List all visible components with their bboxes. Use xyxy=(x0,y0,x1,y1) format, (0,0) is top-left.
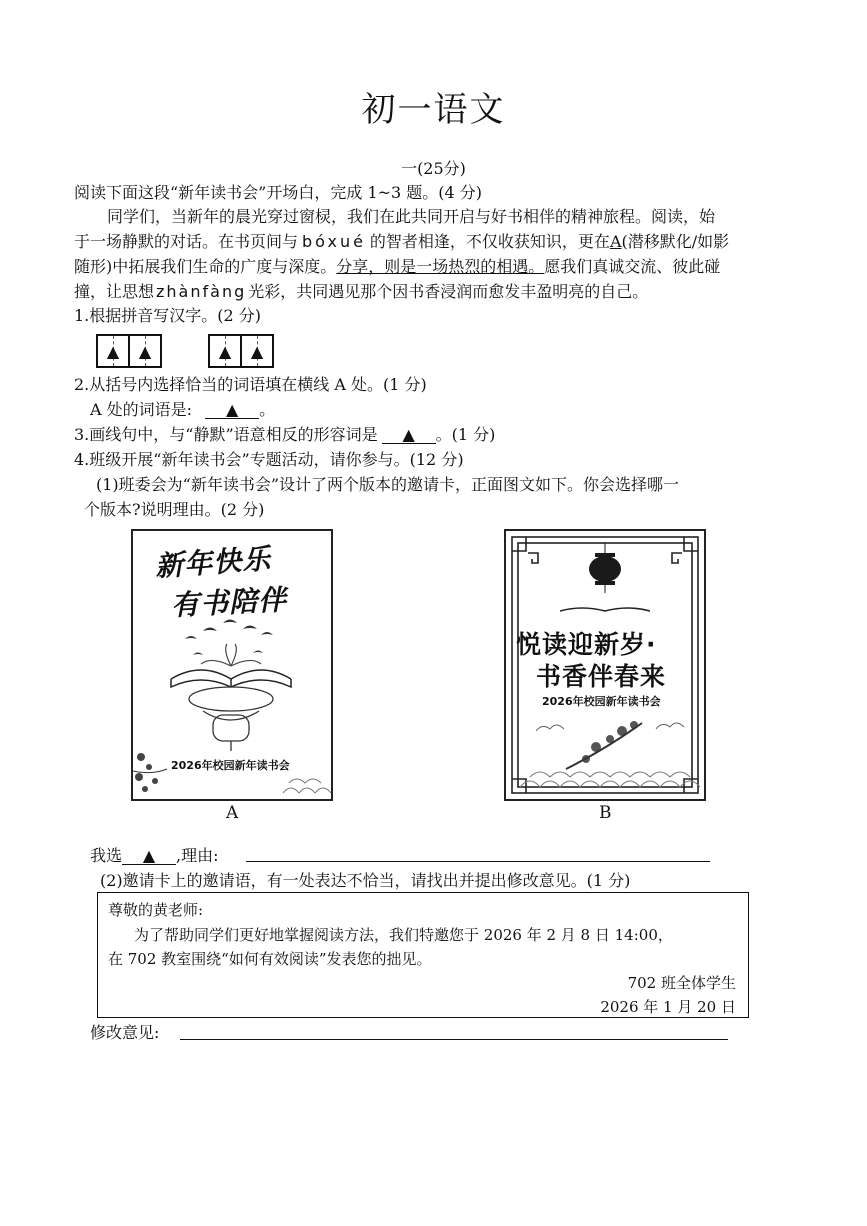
invitation-signature: 702 班全体学生 xyxy=(627,974,736,992)
invitation-card-b xyxy=(504,529,706,801)
plum-blossom-icon xyxy=(566,721,642,769)
birds-icon xyxy=(185,620,273,656)
choice-blank[interactable]: ▲ xyxy=(122,848,176,865)
passage-text: 的智者相逢，不仅收获知识，更在 xyxy=(369,232,610,251)
question-3 xyxy=(74,425,495,445)
answer-prefix: A 处的词语是: xyxy=(90,400,193,419)
invitation-date: 2026 年 1 月 20 日 xyxy=(600,998,736,1016)
blank-mark-a: A xyxy=(609,232,622,251)
answer-blank-antonym[interactable]: ▲ xyxy=(382,427,436,444)
plum-blossom-icon xyxy=(133,753,167,792)
reading-intro: 阅读下面这段“新年读书会”开场白，完成 1~3 题。(4 分) xyxy=(74,183,483,202)
invitation-body-line-1: 为了帮助同学们更好地掌握阅读方法，我们特邀您于 2026 年 2 月 8 日 14:00， xyxy=(134,926,673,944)
answer-grid-zhanfang[interactable] xyxy=(208,334,272,368)
revision-label: 修改意见: xyxy=(90,1023,160,1042)
triangle-icon: ▲ xyxy=(138,341,152,361)
waves-icon xyxy=(520,772,700,787)
card-a-event: 2026年校园新年读书会 xyxy=(171,759,290,772)
section-heading: 一(25分) xyxy=(401,159,466,178)
reason-answer-line[interactable] xyxy=(246,861,710,862)
waves-icon xyxy=(283,779,331,793)
passage-line-4 xyxy=(74,282,648,302)
choice-suffix: ,理由: xyxy=(176,846,219,865)
leaves-icon xyxy=(201,644,261,666)
question-text: 3.画线句中，与“静默”语意相反的形容词是 xyxy=(74,425,378,444)
revision-answer-line[interactable] xyxy=(180,1039,728,1040)
question-score: 。(1 分) xyxy=(435,425,496,444)
underlined-sentence: 分享，则是一场热烈的相遇。 xyxy=(336,257,545,276)
passage-line-3 xyxy=(74,257,720,277)
question-4: 4.班级开展“新年读书会”专题活动，请你参与。(12 分) xyxy=(74,450,464,469)
page-title: 初一语文 xyxy=(361,90,506,130)
passage-text: 愿我们真诚交流、彼此碰 xyxy=(544,257,721,276)
card-a-title-line-1: 新年快乐 xyxy=(154,541,273,584)
open-book-icon xyxy=(171,670,291,687)
clouds-icon xyxy=(536,723,684,731)
card-a-label: A xyxy=(226,803,239,823)
passage-line-2 xyxy=(74,232,729,252)
card-a-title-line-2: 有书陪伴 xyxy=(170,582,288,623)
passage-text: 于一场静默的对话。在书页间与 xyxy=(74,232,299,251)
question-4-1-line-2: 个版本?说明理由。(2 分) xyxy=(84,500,265,519)
card-b-title-line-1: 悦读迎新岁· xyxy=(516,630,657,659)
passage-text: 撞，让思想 xyxy=(74,282,155,301)
answer-cell[interactable] xyxy=(208,334,242,368)
card-b-event: 2026年校园新年读书会 xyxy=(542,695,661,708)
question-4-2: (2)邀请卡上的邀请语，有一处表达不恰当，请找出并提出修改意见。(1 分) xyxy=(100,871,631,890)
answer-grid-boxue[interactable] xyxy=(96,334,160,368)
question-2: 2.从括号内选择恰当的词语填在横线 A 处。(1 分) xyxy=(74,375,427,394)
invitation-body-line-2: 在 702 教室围绕“如何有效阅读”发表您的拙见。 xyxy=(108,950,432,968)
invitation-card-a xyxy=(131,529,333,801)
triangle-icon: ▲ xyxy=(250,341,264,361)
question-2-answer xyxy=(90,400,275,420)
answer-cell[interactable] xyxy=(96,334,130,368)
passage-text: 光彩，共同遇见那个因书香浸润而愈发丰盈明亮的自己。 xyxy=(248,282,649,301)
question-1: 1.根据拼音写汉字。(2 分) xyxy=(74,306,262,325)
word-options: (潜移默化/如影 xyxy=(621,232,730,251)
card-b-label: B xyxy=(599,803,612,823)
pinyin-boxue: bóxué xyxy=(302,232,366,251)
answer-cell[interactable] xyxy=(240,334,274,368)
answer-cell[interactable] xyxy=(128,334,162,368)
choice-line xyxy=(90,846,219,866)
pinyin-zhanfang: zhànfàng xyxy=(156,282,247,301)
passage-line-1: 同学们，当新年的晨光穿过窗棂，我们在此共同开启与好书相伴的精神旅程。阅读，始 xyxy=(107,207,716,226)
answer-blank-a[interactable]: ▲ xyxy=(205,402,259,419)
card-b-title-line-2: 书香伴春来 xyxy=(536,662,667,691)
triangle-icon: ▲ xyxy=(218,341,232,361)
invitation-greeting: 尊敬的黄老师: xyxy=(108,901,204,919)
question-4-1-line-1: (1)班委会为“新年读书会”设计了两个版本的邀请卡，正面图文如下。你会选择哪一 xyxy=(96,475,680,494)
passage-text: 随形)中拓展我们生命的广度与深度。 xyxy=(74,257,337,276)
invitation-text-box xyxy=(97,892,749,1018)
lantern-icon xyxy=(589,543,621,593)
punctuation: 。 xyxy=(259,400,276,419)
triangle-icon: ▲ xyxy=(106,341,120,361)
choice-prefix: 我选 xyxy=(90,846,123,865)
lantern-icon xyxy=(189,687,273,751)
open-book-icon xyxy=(560,608,650,611)
